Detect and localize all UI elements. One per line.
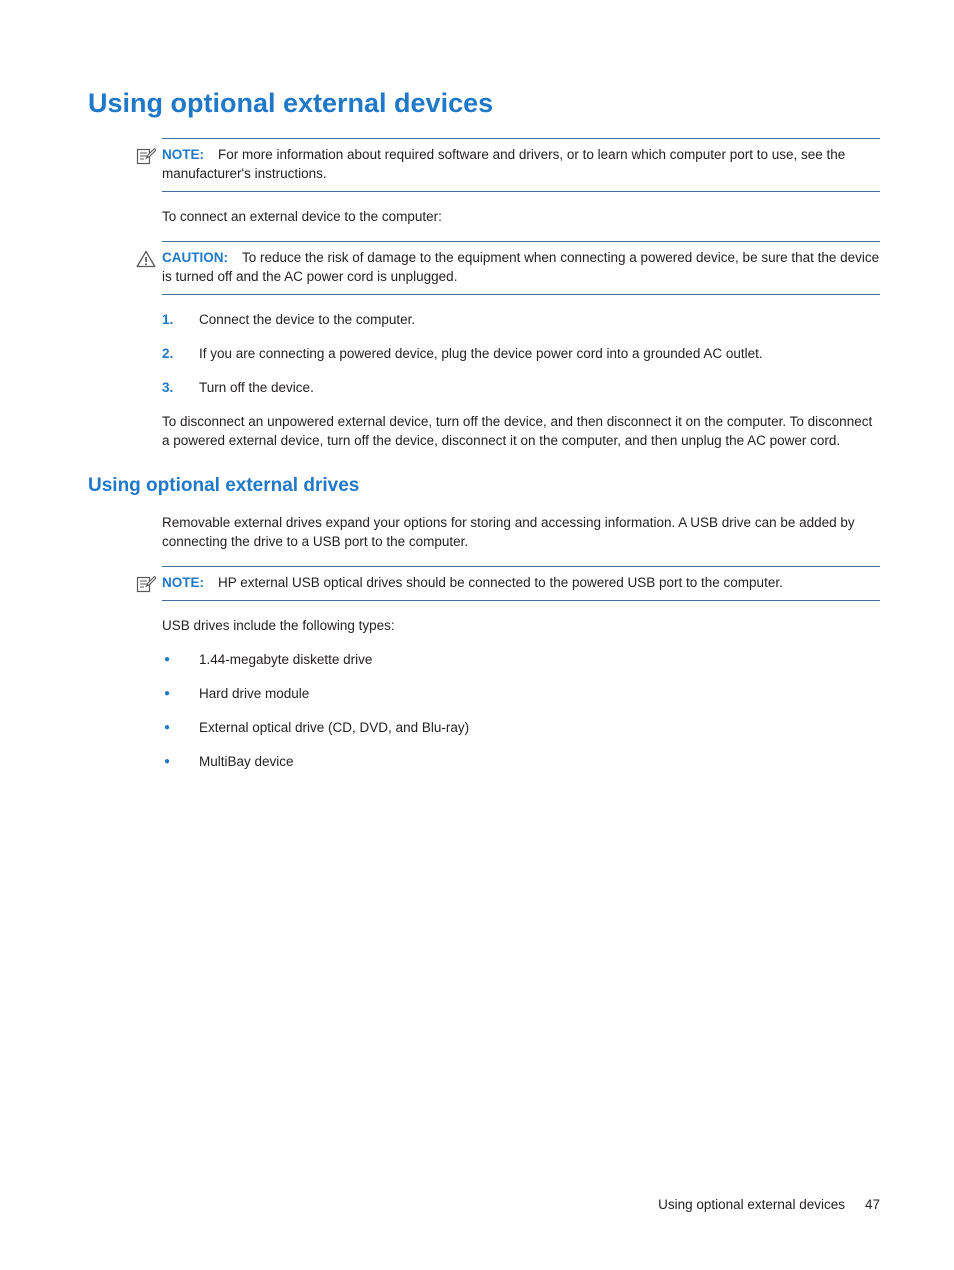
footer-chapter-title: Using optional external devices xyxy=(658,1197,845,1212)
note-label: NOTE: xyxy=(162,575,204,590)
list-item xyxy=(162,344,880,363)
note-body: For more information about required software and drivers, or to learn which computer port to use, see the manufacturer's instructions. xyxy=(162,147,846,181)
note-text xyxy=(162,573,880,592)
caution-label: CAUTION: xyxy=(162,250,228,265)
note-callout-2 xyxy=(162,566,880,601)
section-content-external-drives xyxy=(162,513,880,771)
list-item xyxy=(162,650,880,669)
step-number: 1. xyxy=(162,312,174,327)
drives-intro-paragraph: Removable external drives expand your options for storing and accessing information. A USB drive can be added by connecting the drive to a USB port to the computer. xyxy=(162,515,855,549)
bullet-text: 1.44-megabyte diskette drive xyxy=(199,652,373,667)
note-icon xyxy=(136,574,156,594)
caution-text xyxy=(162,248,880,286)
bullet-text: MultiBay device xyxy=(199,754,294,769)
note-text xyxy=(162,145,880,183)
section-title-external-drives: Using optional external drives xyxy=(88,475,360,496)
step-number: 2. xyxy=(162,346,174,361)
bullet-icon: ● xyxy=(164,722,171,733)
caution-icon xyxy=(136,249,156,269)
footer-page-number: 47 xyxy=(864,1197,880,1212)
bullet-icon: ● xyxy=(164,654,171,665)
bullet-text: External optical drive (CD, DVD, and Blu-ray) xyxy=(199,720,470,735)
connect-intro-paragraph: To connect an external device to the computer: xyxy=(162,209,442,224)
step-text: If you are connecting a powered device, plug the device power cord into a grounded AC outlet. xyxy=(199,346,763,361)
disconnect-paragraph: To disconnect an unpowered external device, turn off the device, and then disconnect it on the computer. To disconnect a powered external device, turn off the device, disconnect it on the computer, and then unplug the AC power cord. xyxy=(162,414,873,448)
page-content xyxy=(162,138,880,450)
list-item xyxy=(162,718,880,737)
step-text: Turn off the device. xyxy=(199,380,314,395)
note-label: NOTE: xyxy=(162,147,204,162)
page-title: Using optional external devices xyxy=(88,88,494,118)
list-item xyxy=(162,752,880,771)
caution-body: To reduce the risk of damage to the equipment when connecting a powered device, be sure that the device is turned off and the AC power cord is unplugged. xyxy=(162,250,880,284)
usb-types-list xyxy=(162,650,880,771)
step-text: Connect the device to the computer. xyxy=(199,312,416,327)
list-item xyxy=(162,310,880,329)
bullet-icon: ● xyxy=(164,756,171,767)
bullet-icon: ● xyxy=(164,688,171,699)
caution-callout xyxy=(162,241,880,295)
usb-types-intro-paragraph: USB drives include the following types: xyxy=(162,618,395,633)
bullet-text: Hard drive module xyxy=(199,686,310,701)
list-item xyxy=(162,378,880,397)
page-footer xyxy=(658,1195,880,1214)
note-callout-1 xyxy=(162,138,880,192)
list-item xyxy=(162,684,880,703)
step-number: 3. xyxy=(162,380,174,395)
note-icon xyxy=(136,146,156,166)
note-body: HP external USB optical drives should be connected to the powered USB port to the computer. xyxy=(218,575,783,590)
connect-steps-list xyxy=(162,310,880,397)
